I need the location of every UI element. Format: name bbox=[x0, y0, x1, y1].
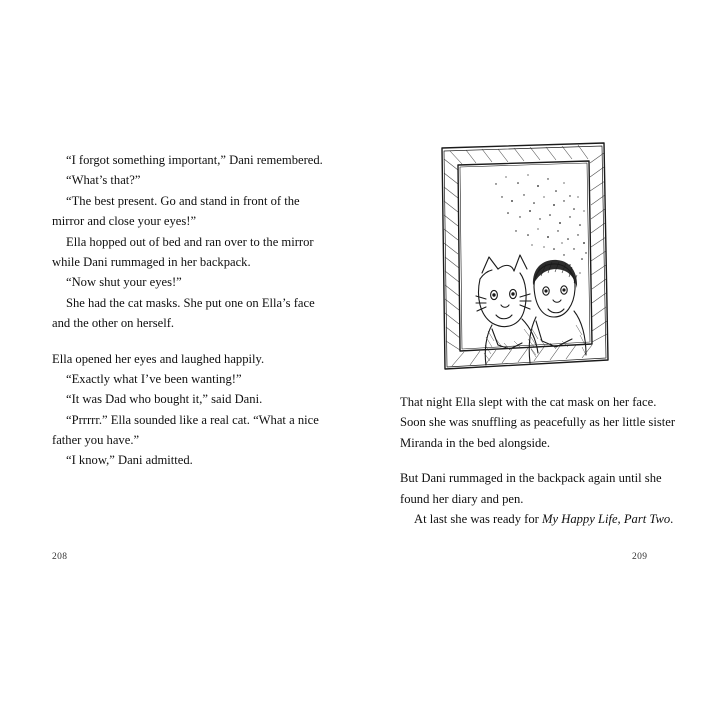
paragraph: But Dani rummaged in the backpack again until she found her diary and pen. bbox=[400, 471, 662, 506]
left-page bbox=[52, 150, 332, 471]
right-page bbox=[400, 392, 682, 529]
page-number-left: 208 bbox=[52, 552, 68, 562]
paragraph-tail: . bbox=[670, 511, 674, 526]
paragraph: “I forgot something important,” Dani remembered. bbox=[66, 153, 323, 167]
paragraph: Ella hopped out of bed and ran over to the mirror while Dani rummaged in her backpack. bbox=[52, 234, 314, 269]
page-number-right: 209 bbox=[632, 552, 648, 562]
paragraph: “It was Dad who bought it,” said Dani. bbox=[66, 392, 263, 407]
book-title-italic: My Happy Life, Part Two bbox=[542, 511, 671, 526]
paragraph: “Exactly what I’ve been wanting!” bbox=[66, 371, 242, 386]
paragraph: “What’s that?” bbox=[66, 173, 141, 188]
paragraph: “The best present. Go and stand in front of the mirror and close your eyes!” bbox=[52, 193, 300, 229]
paragraph bbox=[400, 509, 682, 529]
paragraph: Ella opened her eyes and laughed happily. bbox=[52, 351, 265, 366]
paragraph: “Now shut your eyes!” bbox=[66, 275, 182, 290]
paragraph: “Prrrrr.” Ella sounded like a real cat. “What a nice father you have.” bbox=[52, 412, 319, 448]
right-page-text-block bbox=[400, 392, 682, 529]
paragraph: That night Ella slept with the cat mask on her face. Soon she was snuffling as peacefully as her little sister Miranda in the bed alongside. bbox=[400, 395, 676, 450]
illustration-two-children-in-mirror-icon bbox=[436, 139, 611, 374]
left-page-text-block bbox=[52, 150, 332, 471]
paragraph-lead: At last she was ready for bbox=[414, 511, 542, 526]
paragraph: “I know,” Dani admitted. bbox=[66, 453, 193, 468]
paragraph: She had the cat masks. She put one on Ella’s face and the other on herself. bbox=[52, 295, 315, 331]
